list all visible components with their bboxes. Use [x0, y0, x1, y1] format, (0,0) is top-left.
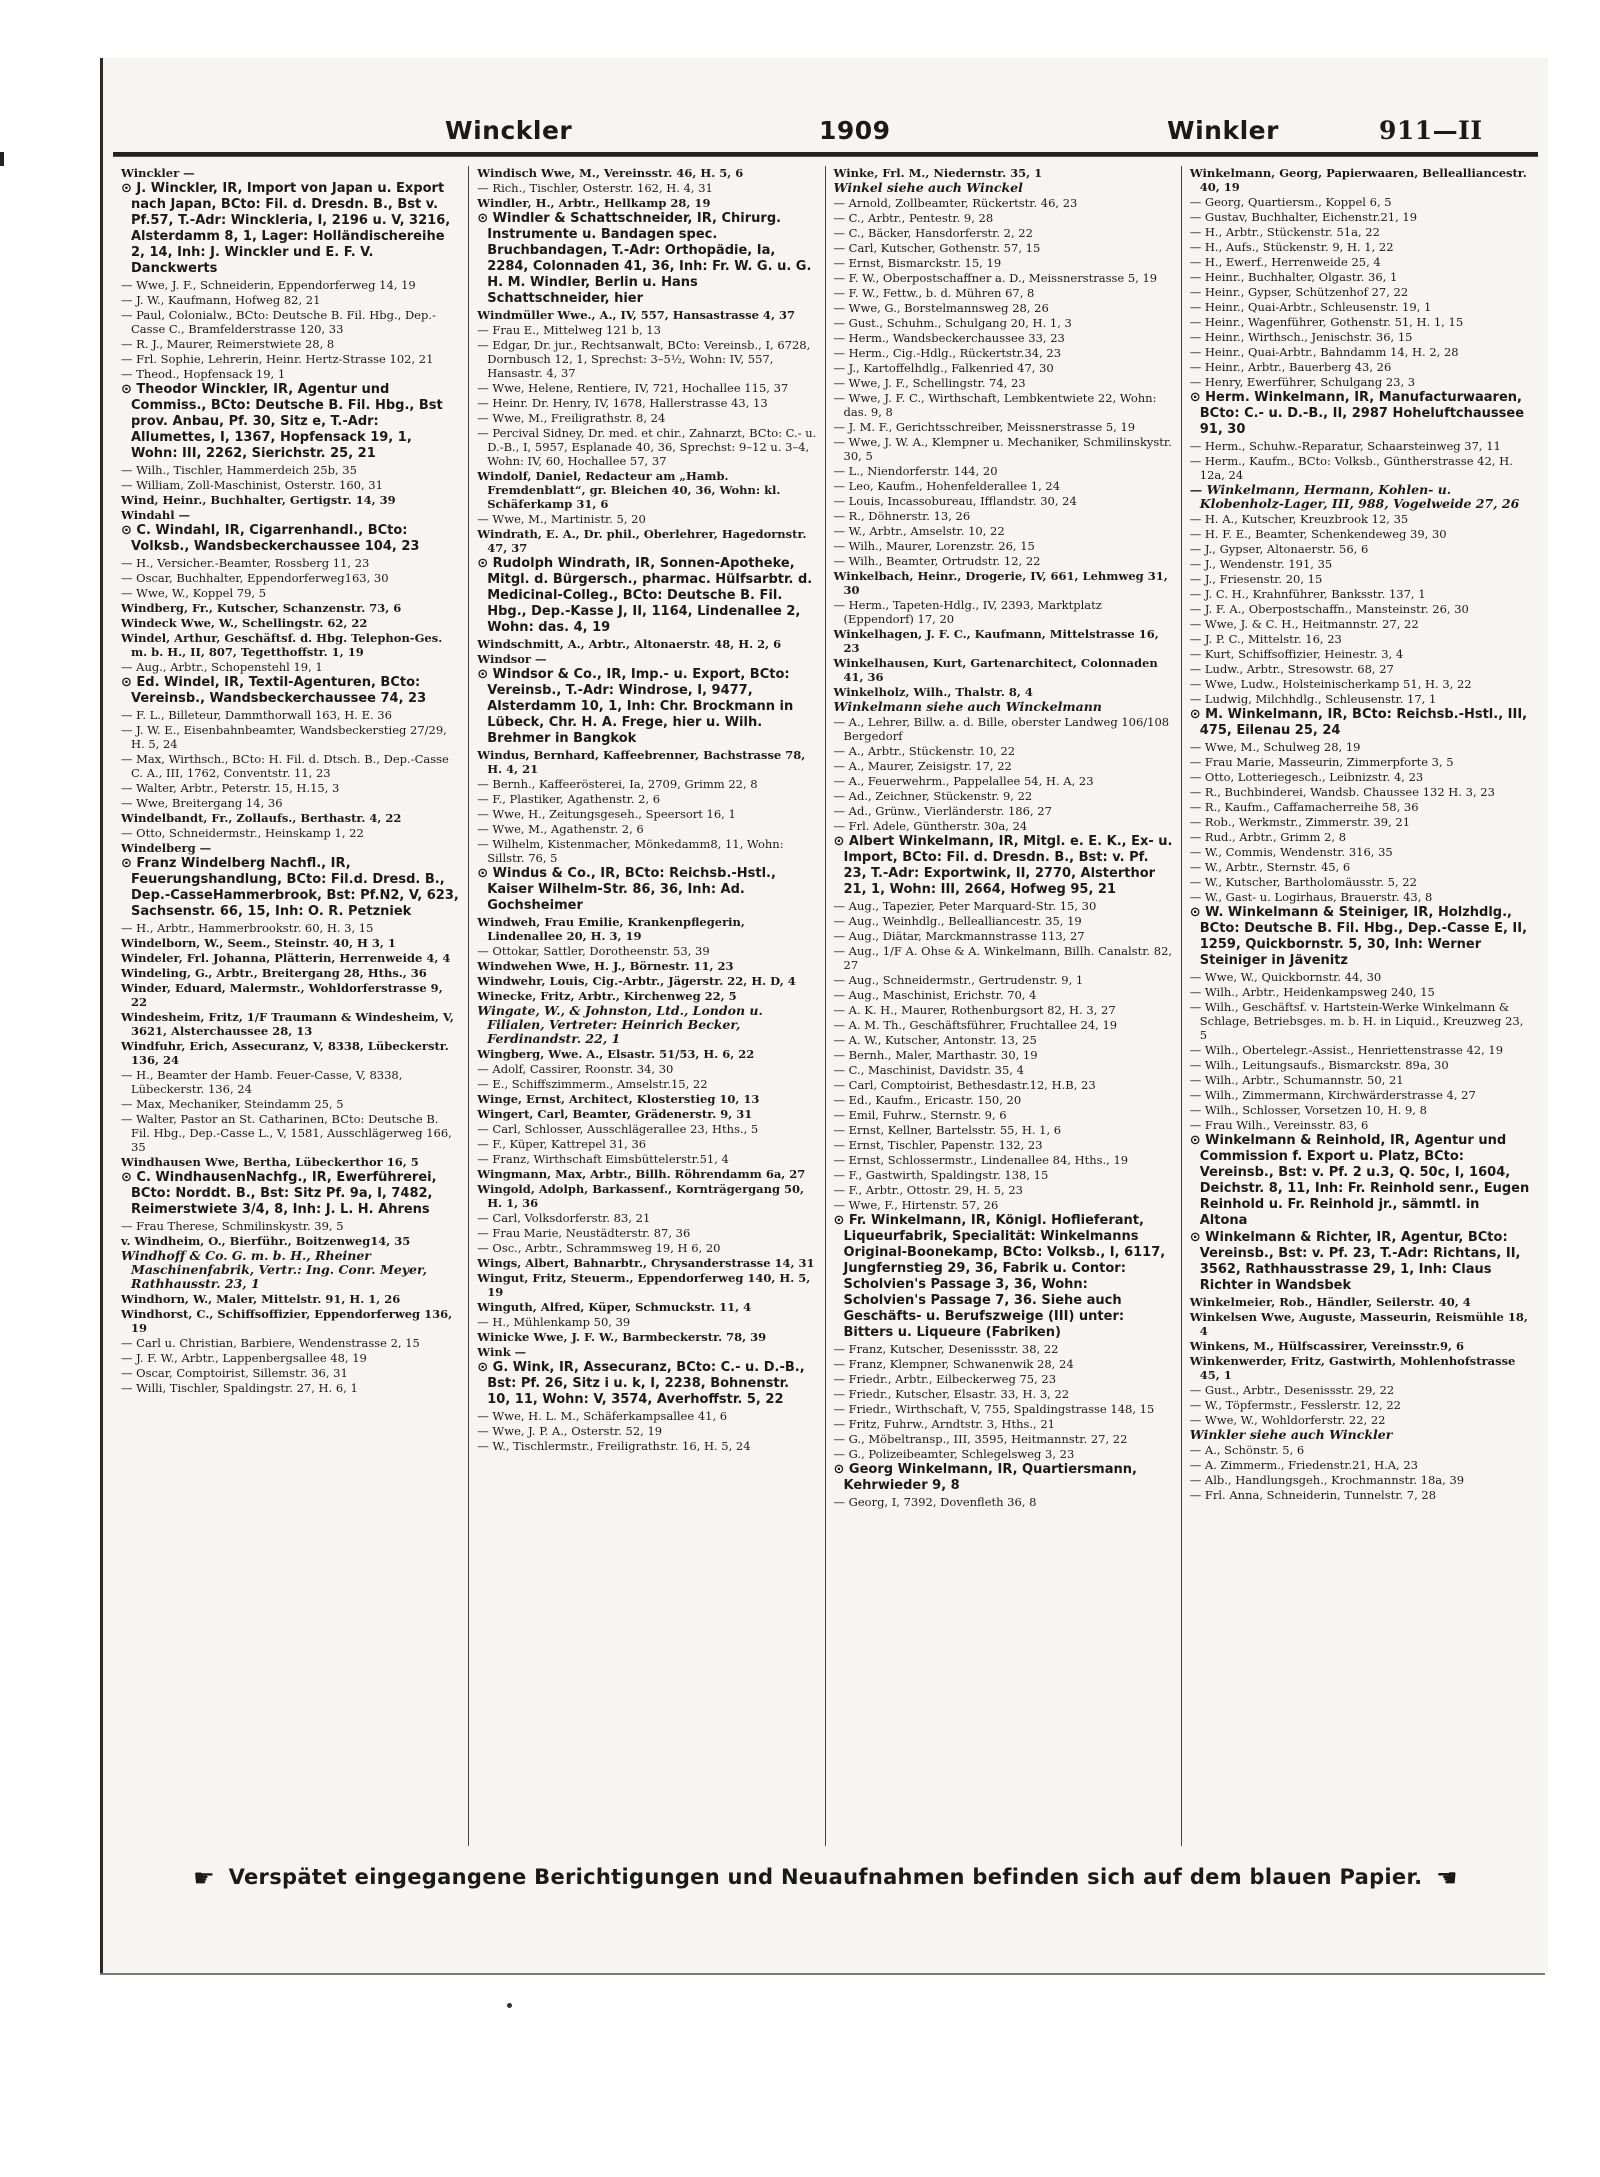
column-4: [1182, 166, 1538, 1846]
directory-entry: ⊙ Rudolph Windrath, IR, Sonnen-Apotheke, Mitgl. d. Bürgersch., pharmac. Hülfsarbtr. d. Medicinal-Colleg., BCto: Deutsche B. Fil. Hbg., Dep.-Kasse J, II, 1164, Lindenallee 2, Wohn: das. 4, 19: [477, 556, 813, 635]
directory-page: [100, 58, 1548, 1973]
directory-entry: — J., Gypser, Altonaerstr. 56, 6: [1189, 542, 1369, 556]
directory-entry: — A. W., Kutscher, Antonstr. 13, 25: [833, 1033, 1037, 1047]
directory-entry: — Aug., Diätar, Marckmannstrasse 113, 27: [833, 929, 1085, 943]
directory-entry: — Aug., Tapezier, Peter Marquard-Str. 15, 30: [833, 899, 1097, 913]
pointing-hand-icon: ☛: [193, 1864, 215, 1892]
directory-entry: — Oscar, Comptoirist, Sillemstr. 36, 31: [121, 1366, 348, 1380]
directory-entry: — Wilh., Zimmermann, Kirchwärderstrasse 4, 27: [1189, 1088, 1476, 1102]
header-right-word: Winkler: [1167, 116, 1279, 145]
directory-entry: — Rud., Arbtr., Grimm 2, 8: [1189, 830, 1347, 844]
directory-entry: — Oscar, Buchhalter, Eppendorferweg163, 30: [121, 571, 389, 585]
directory-entry: — L., Niendorferstr. 144, 20: [833, 464, 998, 478]
directory-entry: — Franz, Kutscher, Desenissstr. 38, 22: [833, 1342, 1059, 1356]
directory-entry: — Aug., Arbtr., Schopenstehl 19, 1: [121, 660, 323, 674]
directory-entry: — Heinr., Wirthsch., Jenischstr. 36, 15: [1189, 330, 1413, 344]
directory-entry: Wind, Heinr., Buchhalter, Gertigstr. 14, 39: [121, 493, 396, 507]
directory-entry: — J. C. H., Krahnführer, Banksstr. 137, 1: [1189, 587, 1426, 601]
directory-entry: — W., Arbtr., Amselstr. 10, 22: [833, 524, 1005, 538]
directory-entry: Winkelbach, Heinr., Drogerie, IV, 661, Lehmweg 31, 30: [833, 569, 1168, 597]
directory-entry: — C., Maschinist, Davidstr. 35, 4: [833, 1063, 1024, 1077]
directory-entry: Windmüller Wwe., A., IV, 557, Hansastrasse 4, 37: [477, 308, 795, 322]
directory-entry: — Heinr., Quai-Arbtr., Bahndamm 14, H. 2, 28: [1189, 345, 1459, 359]
directory-entry: — Wilh., Beamter, Ortrudstr. 12, 22: [833, 554, 1041, 568]
directory-entry: Windberg, Fr., Kutscher, Schanzenstr. 73, 6: [121, 601, 402, 615]
directory-entry: — Wwe, J. F., Schneiderin, Eppendorferweg 14, 19: [121, 278, 416, 292]
pointing-hand-icon: ☚: [1436, 1864, 1458, 1892]
directory-entry: — J., Kartoffelhdlg., Falkenried 47, 30: [833, 361, 1054, 375]
header-left-word: Winckler: [445, 116, 573, 145]
directory-entry: — Ottokar, Sattler, Dorotheenstr. 53, 39: [477, 944, 710, 958]
directory-entry: — Herm., Schuhw.-Reparatur, Schaarsteinweg 37, 11: [1189, 439, 1501, 453]
directory-entry: — Aug., Maschinist, Erichstr. 70, 4: [833, 988, 1037, 1002]
directory-entry: ⊙ M. Winkelmann, IR, BCto: Reichsb.-Hstl., III, 475, Eilenau 25, 24: [1189, 707, 1528, 738]
directory-entry: — Emil, Fuhrw., Sternstr. 9, 6: [833, 1108, 1007, 1122]
directory-entry: — W., Töpfermstr., Fesslerstr. 12, 22: [1189, 1398, 1401, 1412]
directory-entry: — Theod., Hopfensack 19, 1: [121, 367, 286, 381]
directory-entry: — Ad., Zeichner, Stückenstr. 9, 22: [833, 789, 1033, 803]
directory-entry: Winkler siehe auch Winckler: [1189, 1427, 1393, 1442]
directory-entry: — Aug., Weinhdlg., Bellealliancestr. 35, 19: [833, 914, 1082, 928]
directory-entry: ⊙ Franz Windelberg Nachfl., IR, Feuerungshandlung, BCto: Fil.d. Dresd. B., Dep.-CasseHammerbrook, Bst: Pf.N2, V, 623, Sachsenstr. 66, 15, Inh: O. R. Petzniek: [121, 856, 459, 919]
directory-entry: — Rich., Tischler, Osterstr. 162, H. 4, 31: [477, 181, 713, 195]
directory-entry: — Heinr. Dr. Henry, IV, 1678, Hallerstrasse 43, 13: [477, 396, 768, 410]
directory-entry: Windwehen Wwe, H. J., Börnestr. 11, 23: [477, 959, 734, 973]
directory-entry: — Wwe, J. F., Schellingstr. 74, 23: [833, 376, 1026, 390]
directory-entry: Windelborn, W., Seem., Steinstr. 40, H 3, 1: [121, 936, 396, 950]
directory-entry: — Ernst, Schlossermstr., Lindenallee 84, Hths., 19: [833, 1153, 1129, 1167]
directory-entry: — Fritz, Fuhrw., Arndtstr. 3, Hths., 21: [833, 1417, 1055, 1431]
directory-entry: Wink —: [477, 1345, 527, 1359]
directory-entry: — Heinr., Wagenführer, Gothenstr. 51, H. 1, 15: [1189, 315, 1464, 329]
directory-entry: — Frl. Sophie, Lehrerin, Heinr. Hertz-Strasse 102, 21: [121, 352, 434, 366]
directory-entry: — H. F. E., Beamter, Schenkendeweg 39, 30: [1189, 527, 1447, 541]
directory-entry: — Walter, Pastor an St. Catharinen, BCto: Deutsche B. Fil. Hbg., Dep.-Casse L., V, 1581, Ausschlägerweg 166, 35: [121, 1112, 452, 1154]
directory-entry: Windschmitt, A., Arbtr., Altonaerstr. 48, H. 2, 6: [477, 637, 782, 651]
directory-entry: Winguth, Alfred, Küper, Schmuckstr. 11, 4: [477, 1300, 752, 1314]
directory-entry: — J., Wendenstr. 191, 35: [1189, 557, 1333, 571]
directory-entry: — Friedr., Wirthschaft, V, 755, Spaldingstrasse 148, 15: [833, 1402, 1155, 1416]
directory-entry: Windahl —: [121, 508, 191, 522]
page-header: [119, 112, 1539, 152]
directory-entry: — Max, Wirthsch., BCto: H. Fil. d. Dtsch. B., Dep.-Casse C. A., III, 1762, Conventstr. 11, 23: [121, 752, 449, 780]
directory-entry: — Wilh., Obertelegr.-Assist., Henriettenstrasse 42, 19: [1189, 1043, 1504, 1057]
directory-entry: — Wwe, M., Freiligrathstr. 8, 24: [477, 411, 666, 425]
directory-entry: Winke, Frl. M., Niedernstr. 35, 1: [833, 166, 1043, 180]
directory-entry: — F., Plastiker, Agathenstr. 2, 6: [477, 792, 661, 806]
directory-entry: Windeck Wwe, W., Schellingstr. 62, 22: [121, 616, 368, 630]
directory-entry: — Wwe, J. P. A., Osterstr. 52, 19: [477, 1424, 663, 1438]
directory-entry: Wingold, Adolph, Barkassenf., Kornträgergang 50, H. 1, 36: [477, 1182, 805, 1210]
directory-entry: Windelbandt, Fr., Zollaufs., Berthastr. 4, 22: [121, 811, 402, 825]
directory-entry: Windeling, G., Arbtr., Breitergang 28, Hths., 36: [121, 966, 427, 980]
directory-entry: Windus, Bernhard, Kaffeebrenner, Bachstrasse 78, H. 4, 21: [477, 748, 806, 776]
directory-entry: — Gustav, Buchhalter, Eichenstr.21, 19: [1189, 210, 1418, 224]
directory-entry: — W., Kutscher, Bartholomäusstr. 5, 22: [1189, 875, 1417, 889]
directory-entry: Winkenwerder, Fritz, Gastwirth, Mohlenhofstrasse 45, 1: [1189, 1354, 1516, 1382]
directory-entry: — Wilh., Tischler, Hammerdeich 25b, 35: [121, 463, 357, 477]
directory-entry: — H. A., Kutscher, Kreuzbrook 12, 35: [1189, 512, 1409, 526]
directory-entry: — J. M. F., Gerichtsschreiber, Meissnerstrasse 5, 19: [833, 420, 1136, 434]
directory-entry: Windhoff & Co. G. m. b. H., Rheiner Maschinenfabrik, Vertr.: Ing. Conr. Meyer, Rathhausstr. 23, 1: [121, 1248, 428, 1291]
directory-entry: — F. L., Billeteur, Dammthorwall 163, H. E. 36: [121, 708, 392, 722]
directory-entry: ⊙ Albert Winkelmann, IR, Mitgl. e. E. K., Ex- u. Import, BCto: Fil. d. Dresdn. B., Bst: v. Pf. 23, T.-Adr: Exportwink, II, 2770, Alsterthor 21, 1, Wohn: III, 2664, Hofweg 95, 21: [833, 834, 1173, 897]
directory-entry: — Ernst, Kellner, Bartelsstr. 55, H. 1, 6: [833, 1123, 1062, 1137]
directory-columns: [113, 166, 1538, 1846]
directory-entry: Winecke, Fritz, Arbtr., Kirchenweg 22, 5: [477, 989, 737, 1003]
directory-entry: Wingert, Carl, Beamter, Grädenerstr. 9, 31: [477, 1107, 753, 1121]
directory-entry: — Wwe, M., Schulweg 28, 19: [1189, 740, 1361, 754]
header-rule: [113, 152, 1538, 157]
directory-entry: — Gust., Schuhm., Schulgang 20, H. 1, 3: [833, 316, 1072, 330]
directory-entry: — Wwe, F., Hirtenstr. 57, 26: [833, 1198, 999, 1212]
directory-entry: — Leo, Kaufm., Hohenfelderallee 1, 24: [833, 479, 1061, 493]
directory-entry: Winkens, M., Hülfscassirer, Vereinsstr.9, 6: [1189, 1339, 1465, 1353]
directory-entry: — Herm., Wandsbeckerchaussee 33, 23: [833, 331, 1065, 345]
directory-entry: — R., Buchbinderei, Wandsb. Chaussee 132 H. 3, 23: [1189, 785, 1495, 799]
directory-entry: — J. P. C., Mittelstr. 16, 23: [1189, 632, 1342, 646]
directory-entry: — Herm., Cig.-Hdlg., Rückertstr.34, 23: [833, 346, 1062, 360]
column-2: [469, 166, 825, 1846]
directory-entry: — Wwe, J. W. A., Klempner u. Mechaniker, Schmilinskystr. 30, 5: [833, 435, 1172, 463]
directory-entry: — A., Feuerwehrm., Pappelallee 54, H. A, 23: [833, 774, 1094, 788]
directory-entry: — H., Ewerf., Herrenweide 25, 4: [1189, 255, 1381, 269]
directory-entry: — Rob., Werkmstr., Zimmerstr. 39, 21: [1189, 815, 1411, 829]
directory-entry: — Wilh., Leitungsaufs., Bismarckstr. 89a, 30: [1189, 1058, 1449, 1072]
directory-entry: — Wwe, Helene, Rentiere, IV, 721, Hochallee 115, 37: [477, 381, 789, 395]
directory-entry: Winkelmann siehe auch Winckelmann: [833, 699, 1102, 714]
directory-entry: — Franz, Klempner, Schwanenwik 28, 24: [833, 1357, 1074, 1371]
directory-entry: — Wilhelm, Kistenmacher, Mönkedamm8, 11, Wohn: Sillstr. 76, 5: [477, 837, 784, 865]
directory-entry: — A., Arbtr., Stückenstr. 10, 22: [833, 744, 1016, 758]
directory-entry: v. Windheim, O., Bierführ., Boitzenweg14, 35: [121, 1234, 411, 1248]
directory-entry: — Ernst, Bismarckstr. 15, 19: [833, 256, 1002, 270]
directory-entry: — Heinr., Arbtr., Bauerberg 43, 26: [1189, 360, 1392, 374]
directory-entry: — Otto, Lotteriegesch., Leibnizstr. 4, 23: [1189, 770, 1424, 784]
directory-entry: — Carl u. Christian, Barbiere, Wendenstrasse 2, 15: [121, 1336, 420, 1350]
directory-entry: — Ad., Grünw., Vierländerstr. 186, 27: [833, 804, 1052, 818]
directory-entry: Windhorn, W., Maler, Mittelstr. 91, H. 1, 26: [121, 1292, 401, 1306]
directory-entry: Windweh, Frau Emilie, Krankenpflegerin, Lindenallee 20, H. 3, 19: [477, 915, 745, 943]
directory-entry: — Wilh., Arbtr., Schumannstr. 50, 21: [1189, 1073, 1404, 1087]
directory-entry: Windhorst, C., Schiffsoffizier, Eppendorferweg 136, 19: [121, 1307, 453, 1335]
directory-entry: — W., Commis, Wendenstr. 316, 35: [1189, 845, 1393, 859]
directory-entry: ⊙ J. Winckler, IR, Import von Japan u. Export nach Japan, BCto: Fil. d. Dresdn. B., Bst v. Pf.57, T.-Adr: Winckleria, I, 2196 u. V, 3216, Alsterdamm 8, 1, Lager: Holländischereihe 2, 14, Inh: J. Winckler und E. F. V. Danckwerts: [121, 181, 451, 276]
directory-entry: — J. W., Kaufmann, Hofweg 82, 21: [121, 293, 321, 307]
directory-entry: — Frau Marie, Neustädterstr. 87, 36: [477, 1226, 691, 1240]
directory-entry: — Friedr., Kutscher, Elsastr. 33, H. 3, 22: [833, 1387, 1070, 1401]
header-page-number: 911—II: [1379, 116, 1483, 145]
directory-entry: — Wwe, M., Agathenstr. 2, 6: [477, 822, 644, 836]
directory-entry: Windrath, E. A., Dr. phil., Oberlehrer, Hagedornstr. 47, 37: [477, 527, 807, 555]
directory-entry: — Frau E., Mittelweg 121 b, 13: [477, 323, 661, 337]
directory-entry: ⊙ Ed. Windel, IR, Textil-Agenturen, BCto: Vereinsb., Wandsbeckerchaussee 74, 23: [121, 675, 427, 706]
directory-entry: — Wwe, M., Martinistr. 5, 20: [477, 512, 646, 526]
directory-entry: — Wilh., Maurer, Lorenzstr. 26, 15: [833, 539, 1035, 553]
directory-entry: — W., Tischlermstr., Freiligrathstr. 16, H. 5, 24: [477, 1439, 751, 1453]
directory-entry: — C., Arbtr., Pentestr. 9, 28: [833, 211, 994, 225]
directory-entry: ⊙ Windler & Schattschneider, IR, Chirurg. Instrumente u. Bandagen spec. Bruchbandagen, T.-Adr: Orthopädie, Ia, 2284, Colonnaden 41, 36, Inh: Fr. W. G. u. G. H. M. Windler, Berlin u. Hans Schattschneider, hier: [477, 211, 812, 306]
directory-entry: — Herm., Kaufm., BCto: Volksb., Güntherstrasse 42, H. 12a, 24: [1189, 454, 1513, 482]
directory-entry: — Herm., Tapeten-Hdlg., IV, 2393, Marktplatz (Eppendorf) 17, 20: [833, 598, 1102, 626]
directory-entry: — Carl, Kutscher, Gothenstr. 57, 15: [833, 241, 1041, 255]
directory-entry: ⊙ Theodor Winckler, IR, Agentur und Commiss., BCto: Deutsche B. Fil. Hbg., Bst prov. Anbau, Pf. 30, Sitz e, T.-Adr: Allumettes, I, 1367, Hopfensack 19, 1, Wohn: III, 2262, Sierichstr. 25, 21: [121, 382, 443, 461]
directory-entry: — W., Arbtr., Sternstr. 45, 6: [1189, 860, 1351, 874]
directory-entry: — Wwe, H., Zeitungsgeseh., Speersort 16, 1: [477, 807, 736, 821]
directory-entry: — Edgar, Dr. jur., Rechtsanwalt, BCto: Vereinsb., I, 6728, Dornbusch 12, 1, Sprechst: 3–5½, Wohn: IV, 557, Hansastr. 4, 37: [477, 338, 811, 380]
directory-entry: Winkelmann, Georg, Papierwaaren, Bellealliancestr. 40, 19: [1189, 166, 1527, 194]
directory-entry: — H., Arbtr., Stückenstr. 51a, 22: [1189, 225, 1380, 239]
directory-entry: — Frl. Anna, Schneiderin, Tunnelstr. 7, 28: [1189, 1488, 1437, 1502]
directory-entry: — Georg, Quartiersm., Koppel 6, 5: [1189, 195, 1392, 209]
directory-entry: ⊙ C. WindhausenNachfg., IR, Ewerführerei, BCto: Norddt. B., Bst: Sitz Pf. 9a, I, 7482, Reimerstwiete 3/4, 8, Inh: J. L. H. Ahrens: [121, 1170, 437, 1217]
directory-entry: Wings, Albert, Bahnarbtr., Chrysanderstrasse 14, 31: [477, 1256, 815, 1270]
directory-entry: — Heinr., Quai-Arbtr., Schleusenstr. 19, 1: [1189, 300, 1432, 314]
directory-entry: — Wilh., Schlosser, Vorsetzen 10, H. 9, 8: [1189, 1103, 1427, 1117]
directory-entry: — Wwe, W., Quickbornstr. 44, 30: [1189, 970, 1382, 984]
directory-entry: Winkel siehe auch Winckel: [833, 180, 1023, 195]
directory-entry: — Gust., Arbtr., Desenissstr. 29, 22: [1189, 1383, 1395, 1397]
directory-entry: — G., Polizeibeamter, Schlegelsweg 3, 23: [833, 1447, 1075, 1461]
directory-entry: — R., Döhnerstr. 13, 26: [833, 509, 971, 523]
directory-entry: — Wilh., Arbtr., Heidenkampsweg 240, 15: [1189, 985, 1435, 999]
directory-entry: Winkelsen Wwe, Auguste, Masseurin, Reismühle 18, 4: [1189, 1310, 1528, 1338]
directory-entry: Windel, Arthur, Geschäftsf. d. Hbg. Telephon-Ges. m. b. H., II, 807, Tegetthoffstr. 1, 19: [121, 631, 443, 659]
directory-entry: — H., Aufs., Stückenstr. 9, H. 1, 22: [1189, 240, 1394, 254]
directory-entry: — Heinr., Buchhalter, Olgastr. 36, 1: [1189, 270, 1398, 284]
directory-entry: Windsor —: [477, 652, 547, 666]
directory-entry: ⊙ Winkelmann & Reinhold, IR, Agentur und Commission f. Export u. Platz, BCto: Vereinsb., Bst: v. Pf. 2 u.3, Q. 50c, I, 1604, Deichstr. 8, 11, Inh: Fr. Reinhold senr., Eugen Reinhold u. Fr. Reinhold jr., sämmtl. in Altona: [1189, 1133, 1530, 1228]
directory-entry: Wingmann, Max, Arbtr., Billh. Röhrendamm 6a, 27: [477, 1167, 806, 1181]
directory-entry: Windler, H., Arbtr., Hellkamp 28, 19: [477, 196, 711, 210]
directory-entry: Winicke Wwe, J. F. W., Barmbeckerstr. 78, 39: [477, 1330, 767, 1344]
directory-entry: ⊙ Windus & Co., IR, BCto: Reichsb.-Hstl., Kaiser Wilhelm-Str. 86, 36, Inh: Ad. Gochsheimer: [477, 866, 776, 913]
directory-entry: Windolf, Daniel, Redacteur am „Hamb. Fremdenblatt“, gr. Bleichen 40, 36, Wohn: kl. Schäferkamp 31, 6: [477, 469, 781, 511]
directory-entry: — Otto, Schneidermstr., Heinskamp 1, 22: [121, 826, 364, 840]
directory-entry: — H., Beamter der Hamb. Feuer-Casse, V, 8338, Lübeckerstr. 136, 24: [121, 1068, 403, 1096]
directory-entry: — Aug., Schneidermstr., Gertrudenstr. 9, 1: [833, 973, 1084, 987]
directory-entry: — Frau Wilh., Vereinsstr. 83, 6: [1189, 1118, 1369, 1132]
directory-entry: — Percival Sidney, Dr. med. et chir., Zahnarzt, BCto: C.- u. D.-B., I, 5957, Esplanade 40, 36, Sprechst: 9–12 u. 3–4, Wohn: IV, 60, Hochallee 57, 37: [477, 426, 817, 468]
directory-entry: — Frau Marie, Masseurin, Zimmerpforte 3, 5: [1189, 755, 1454, 769]
directory-entry: Windhausen Wwe, Bertha, Lübeckerthor 16, 5: [121, 1155, 419, 1169]
directory-entry: — Georg, I, 7392, Dovenfleth 36, 8: [833, 1495, 1037, 1509]
directory-entry: — Bernh., Maler, Marthastr. 30, 19: [833, 1048, 1038, 1062]
directory-entry: — E., Schiffszimmerm., Amselstr.15, 22: [477, 1077, 708, 1091]
directory-entry: ⊙ C. Windahl, IR, Cigarrenhandl., BCto: Volksb., Wandsbeckerchaussee 104, 23: [121, 523, 420, 554]
directory-entry: — Ludwig, Milchhdlg., Schleusenstr. 17, 1: [1189, 692, 1437, 706]
footer-text: Verspätet eingegangene Berichtigungen und Neuaufnahmen befinden sich auf dem blauen Papier.: [228, 1865, 1423, 1889]
directory-entry: Wingut, Fritz, Steuerm., Eppendorferweg 140, H. 5, 19: [477, 1271, 811, 1299]
directory-entry: — Louis, Incassobureau, Ifflandstr. 30, 24: [833, 494, 1077, 508]
directory-entry: — Wwe, J. & C. H., Heitmannstr. 27, 22: [1189, 617, 1419, 631]
directory-entry: ⊙ W. Winkelmann & Steiniger, IR, Holzhdlg., BCto: Deutsche B. Fil. Hbg., Dep.-Casse E, II, 1259, Quickbornstr. 5, 30, Inh: Werner Steiniger in Jävenitz: [1189, 905, 1528, 968]
directory-entry: — J. F. A., Oberpostschaffn., Mansteinstr. 26, 30: [1189, 602, 1469, 616]
directory-entry: — Willi, Tischler, Spaldingstr. 27, H. 6, 1: [121, 1381, 358, 1395]
directory-entry: — F., Küper, Kattrepel 31, 36: [477, 1137, 647, 1151]
directory-entry: — Arnold, Zollbeamter, Rückertstr. 46, 23: [833, 196, 1078, 210]
directory-entry: Winkelmeier, Rob., Händler, Seilerstr. 40, 4: [1189, 1295, 1471, 1309]
directory-entry: Windisch Wwe, M., Vereinsstr. 46, H. 5, 6: [477, 166, 744, 180]
directory-entry: — A. K. H., Maurer, Rothenburgsort 82, H. 3, 27: [833, 1003, 1116, 1017]
directory-entry: Winder, Eduard, Malermstr., Wohldorferstrasse 9, 22: [121, 981, 443, 1009]
directory-entry: Winge, Ernst, Architect, Klosterstieg 10, 13: [477, 1092, 760, 1106]
directory-entry: — Alb., Handlungsgeh., Krochmannstr. 18a, 39: [1189, 1473, 1465, 1487]
directory-entry: — Henry, Ewerführer, Schulgang 23, 3: [1189, 375, 1416, 389]
directory-entry: — Ludw., Arbtr., Stresowstr. 68, 27: [1189, 662, 1394, 676]
directory-entry: — Aug., 1/F A. Ohse & A. Winkelmann, Billh. Canalstr. 82, 27: [833, 944, 1173, 972]
directory-entry: — Max, Mechaniker, Steindamm 25, 5: [121, 1097, 344, 1111]
page-edge-mark: [0, 152, 4, 166]
directory-entry: — Carl, Schlosser, Ausschlägerallee 23, Hths., 5: [477, 1122, 759, 1136]
column-1: [113, 166, 469, 1846]
directory-entry: Windesheim, Fritz, 1/F Traumann & Windesheim, V, 3621, Alsterchaussee 28, 13: [121, 1010, 454, 1038]
directory-entry: Windfuhr, Erich, Assecuranz, V, 8338, Lübeckerstr. 136, 24: [121, 1039, 449, 1067]
directory-entry: — Frau Therese, Schmilinskystr. 39, 5: [121, 1219, 344, 1233]
directory-entry: — J. F. W., Arbtr., Lappenbergsallee 48, 19: [121, 1351, 367, 1365]
directory-entry: — Wwe, Ludw., Holsteinischerkamp 51, H. 3, 22: [1189, 677, 1472, 691]
directory-entry: — Heinr., Gypser, Schützenhof 27, 22: [1189, 285, 1409, 299]
directory-entry: — F. W., Fettw., b. d. Mühren 67, 8: [833, 286, 1035, 300]
directory-entry: ⊙ Winkelmann & Richter, IR, Agentur, BCto: Vereinsb., Bst: v. Pf. 23, T.-Adr: Richtans, II, 3562, Rathhausstrasse 29, 1, Inh: Claus Richter in Wandsbek: [1189, 1230, 1521, 1293]
directory-entry: — Wwe, G., Borstelmannsweg 28, 26: [833, 301, 1049, 315]
directory-entry: — Carl, Comptoirist, Bethesdastr.12, H.B, 23: [833, 1078, 1096, 1092]
directory-entry: Wingate, W., & Johnston, Ltd., London u. Filialen, Vertreter: Heinrich Becker, Ferdinandstr. 22, 1: [477, 1003, 763, 1046]
directory-entry: — F. W., Oberpostschaffner a. D., Meissnerstrasse 5, 19: [833, 271, 1158, 285]
directory-entry: Winkelhausen, Kurt, Gartenarchitect, Colonnaden 41, 36: [833, 656, 1158, 684]
directory-entry: — Wwe, Breitergang 14, 36: [121, 796, 283, 810]
directory-entry: — Frl. Adele, Güntherstr. 30a, 24: [833, 819, 1028, 833]
directory-entry: Windwehr, Louis, Cig.-Arbtr., Jägerstr. 22, H. D, 4: [477, 974, 796, 988]
directory-entry: — J. W. E., Eisenbahnbeamter, Wandsbeckerstieg 27/29, H. 5, 24: [121, 723, 447, 751]
page-bottom-edge: [100, 1973, 1545, 1975]
directory-entry: — Osc., Arbtr., Schrammsweg 19, H 6, 20: [477, 1241, 721, 1255]
directory-entry: — A., Maurer, Zeisigstr. 17, 22: [833, 759, 1012, 773]
directory-entry: ⊙ Fr. Winkelmann, IR, Königl. Hoflieferant, Liqueurfabrik, Specialität: Winkelmanns Original-Boonekamp, BCto: Volksb., I, 6117, Jungfernstieg 29, 36, Fabrik u. Contor: Scholvien's Passage 3, 36, Wohn: Scholvien's Passage 7, 36. Siehe auch Geschäfts- u. Berufszweige (III) unter: Bitters u. Liqueure (Fabriken): [833, 1213, 1166, 1340]
directory-entry: — Walter, Arbtr., Peterstr. 15, H.15, 3: [121, 781, 340, 795]
directory-entry: — Wwe, J. F. C., Wirthschaft, Lembkentwiete 22, Wohn: das. 9, 8: [833, 391, 1157, 419]
header-year: 1909: [819, 116, 891, 145]
directory-entry: — R. J., Maurer, Reimerstwiete 28, 8: [121, 337, 335, 351]
directory-entry: ⊙ Windsor & Co., IR, Imp.- u. Export, BCto: Vereinsb., T.-Adr: Windrose, I, 9477, Alsterdamm 10, 1, Inh: Chr. Brockmann in Lübeck, Chr. H. A. Frege, hier u. Wilh. Brehmer in Bangkok: [477, 667, 794, 746]
directory-entry: — F., Gastwirth, Spaldingstr. 138, 15: [833, 1168, 1049, 1182]
directory-entry: — Bernh., Kaffeerösterei, Ia, 2709, Grimm 22, 8: [477, 777, 758, 791]
directory-entry: — A., Schönstr. 5, 6: [1189, 1443, 1305, 1457]
directory-entry: — C., Bäcker, Hansdorferstr. 2, 22: [833, 226, 1033, 240]
column-3: [826, 166, 1182, 1846]
directory-entry: — Wwe, W., Wohldorferstr. 22, 22: [1189, 1413, 1386, 1427]
footer-notice: [113, 1864, 1538, 1900]
directory-entry: — Wilh., Geschäftsf. v. Hartstein-Werke Winkelmann & Schlage, Betriebsges. m. b. H. in Liquid., Kreuzweg 23, 5: [1189, 1000, 1524, 1042]
directory-entry: — G., Möbeltransp., III, 3595, Heitmannstr. 27, 22: [833, 1432, 1128, 1446]
directory-entry: Winckler —: [121, 166, 195, 180]
directory-entry: — Kurt, Schiffsoffizier, Heinestr. 3, 4: [1189, 647, 1404, 661]
directory-entry: — Friedr., Arbtr., Eilbeckerweg 75, 23: [833, 1372, 1057, 1386]
directory-entry: — H., Versicher.-Beamter, Rossberg 11, 23: [121, 556, 370, 570]
directory-entry: — Wwe, W., Koppel 79, 5: [121, 586, 267, 600]
directory-entry: — Franz, Wirthschaft Eimsbüttelerstr.51, 4: [477, 1152, 729, 1166]
directory-entry: Winkelhagen, J. F. C., Kaufmann, Mittelstrasse 16, 23: [833, 627, 1159, 655]
directory-entry: — Adolf, Cassirer, Roonstr. 34, 30: [477, 1062, 674, 1076]
directory-entry: — Carl, Volksdorferstr. 83, 21: [477, 1211, 651, 1225]
directory-entry: Windeler, Frl. Johanna, Plätterin, Herrenweide 4, 4: [121, 951, 451, 965]
directory-entry: — A. M. Th., Geschäftsführer, Fruchtallee 24, 19: [833, 1018, 1118, 1032]
directory-entry: — Ed., Kaufm., Ericastr. 150, 20: [833, 1093, 1022, 1107]
ink-dot: [507, 2003, 512, 2008]
directory-entry: — W., Gast- u. Logirhaus, Brauerstr. 43, 8: [1189, 890, 1433, 904]
directory-entry: Wingberg, Wwe. A., Elsastr. 51/53, H. 6, 22: [477, 1047, 755, 1061]
directory-entry: — H., Arbtr., Hammerbrookstr. 60, H. 3, 15: [121, 921, 374, 935]
directory-entry: — Ernst, Tischler, Papenstr. 132, 23: [833, 1138, 1043, 1152]
directory-entry: Winkelholz, Wilh., Thalstr. 8, 4: [833, 685, 1033, 699]
directory-entry: — A. Zimmerm., Friedenstr.21, H.A, 23: [1189, 1458, 1418, 1472]
directory-entry: — Paul, Colonialw., BCto: Deutsche B. Fil. Hbg., Dep.-Casse C., Bramfelderstrasse 120, 33: [121, 308, 436, 336]
directory-entry: ⊙ G. Wink, IR, Assecuranz, BCto: C.- u. D.-B., Bst: Pf. 26, Sitz i u. k, I, 2238, Bohnenstr. 10, 11, Wohn: V, 3574, Averhoffstr. 5, 22: [477, 1360, 805, 1407]
directory-entry: — Winkelmann, Hermann, Kohlen- u. Klobenholz-Lager, III, 988, Vogelweide 27, 26: [1189, 482, 1520, 511]
directory-entry: — A., Lehrer, Billw. a. d. Bille, oberster Landweg 106/108 Bergedorf: [833, 715, 1170, 743]
directory-entry: — F., Arbtr., Ottostr. 29, H. 5, 23: [833, 1183, 1024, 1197]
directory-entry: Windelberg —: [121, 841, 212, 855]
directory-entry: — Wwe, H. L. M., Schäferkampsallee 41, 6: [477, 1409, 728, 1423]
directory-entry: — H., Mühlenkamp 50, 39: [477, 1315, 631, 1329]
directory-entry: — J., Friesenstr. 20, 15: [1189, 572, 1323, 586]
directory-entry: ⊙ Herm. Winkelmann, IR, Manufacturwaaren, BCto: C.- u. D.-B., II, 2987 Hoheluftchaussee 91, 30: [1189, 390, 1525, 437]
directory-entry: — R., Kaufm., Caffamacherreihe 58, 36: [1189, 800, 1419, 814]
directory-entry: ⊙ Georg Winkelmann, IR, Quartiersmann, Kehrwieder 9, 8: [833, 1462, 1137, 1493]
directory-entry: — William, Zoll-Maschinist, Osterstr. 160, 31: [121, 478, 383, 492]
